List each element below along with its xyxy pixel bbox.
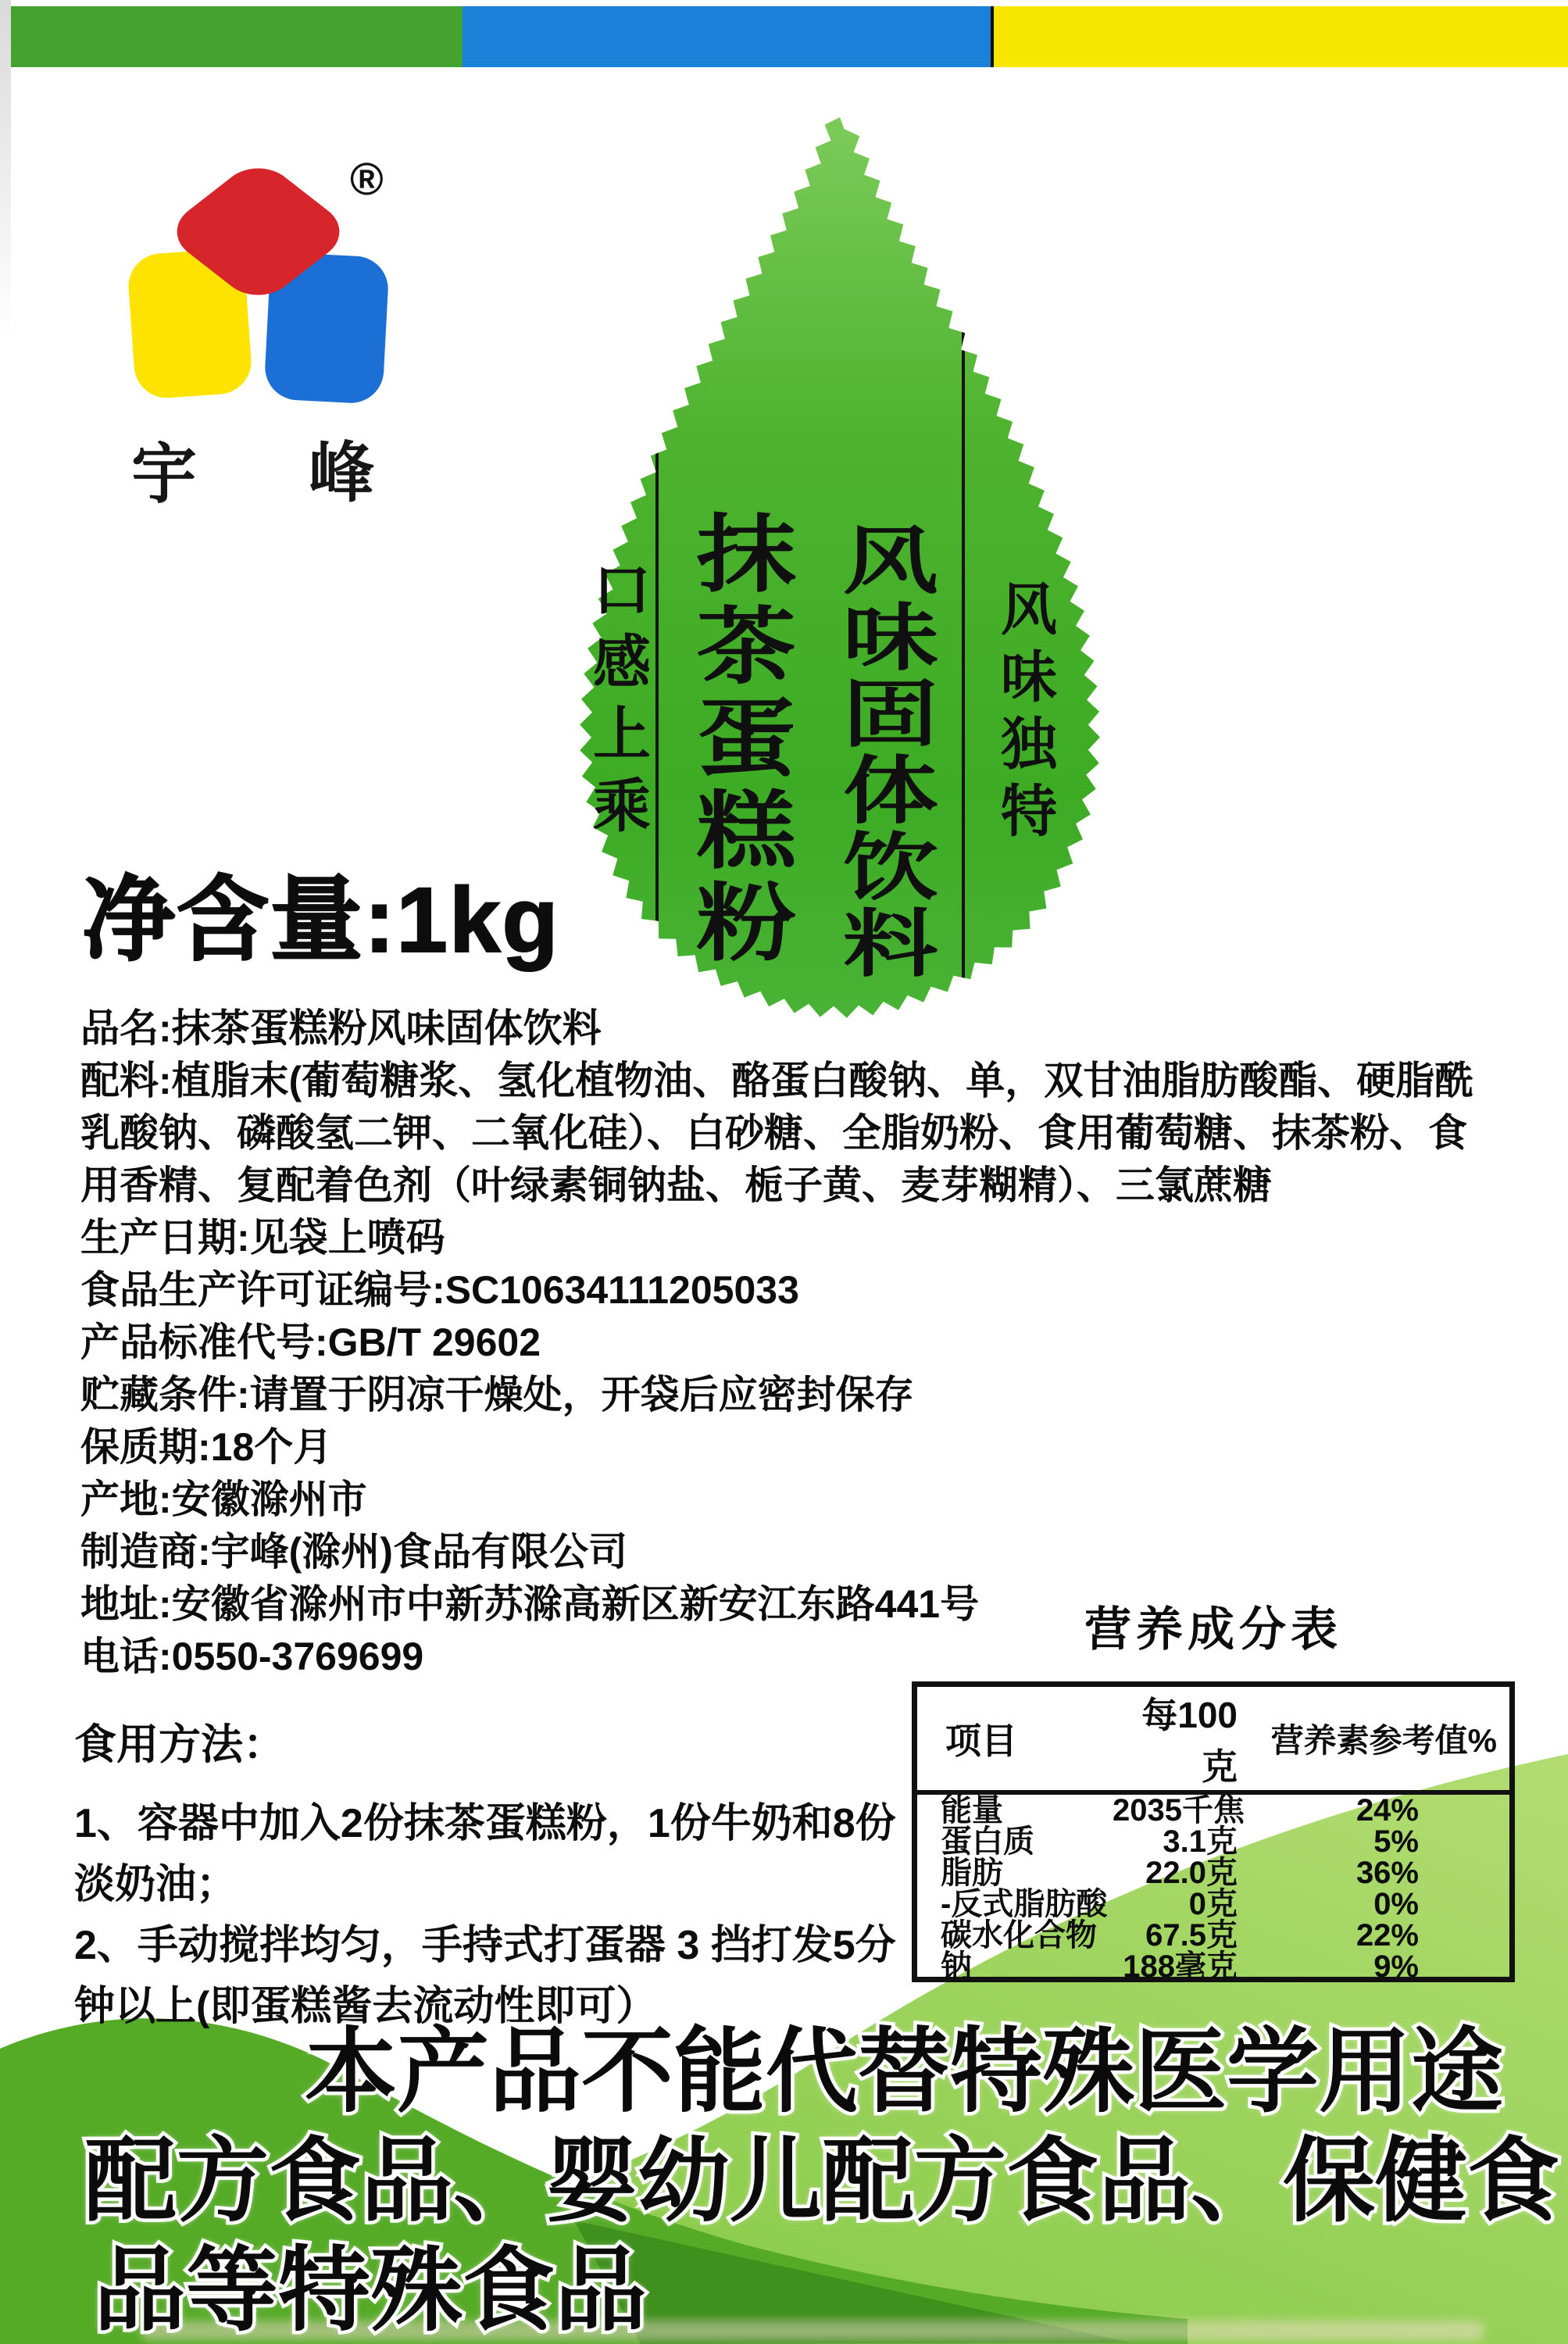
table-row-protein — [917, 1826, 1509, 1857]
table-row-trans-fat — [917, 1888, 1509, 1920]
row-value: 2035千焦 — [1113, 1793, 1245, 1828]
registered-trademark-icon: ® — [350, 154, 384, 205]
row-value: 188毫克 — [1123, 1949, 1238, 1984]
info-line-ingredients-2: 乳酸钠、磷酸氢二钾、二氧化硅）、白砂糖、全脂奶粉、食用葡萄糖、抹茶粉、食 — [80, 1111, 1467, 1155]
row-nrv: 36% — [1355, 1856, 1419, 1890]
usage-step-2b: 钟以上(即蛋糕酱去流动性即可） — [74, 1984, 657, 2029]
info-line-origin: 产地:安徽滁州市 — [80, 1478, 367, 1521]
row-label: -反式脂肪酸 — [941, 1887, 1108, 1921]
product-info-block — [80, 1002, 1549, 1683]
nutrition-table-header — [917, 1687, 1509, 1795]
usage-step-1a: 1、容器中加入2份抹茶蛋糕粉，1份牛奶和8份 — [74, 1801, 896, 1846]
row-label: 能量 — [941, 1793, 1003, 1828]
row-value: 22.0克 — [1145, 1856, 1238, 1890]
nutrition-table-title: 营养成分表 — [1084, 1603, 1342, 1656]
net-weight-label: 净含量:1kg — [83, 869, 560, 972]
leaf-product-name-1: 抹茶蛋糕粉 — [682, 509, 794, 970]
row-value: 67.5克 — [1145, 1918, 1238, 1953]
nutrition-header-nrv: 营养素参考值% — [1270, 1722, 1497, 1759]
nutrition-header-item: 项目 — [945, 1720, 1017, 1761]
usage-instructions — [74, 1711, 918, 2037]
leaf-slogan-left: 口感上乘 — [585, 559, 650, 847]
nutrition-table — [912, 1681, 1515, 1982]
usage-title: 食用方法： — [74, 1721, 285, 1768]
warning-line-3: 品等特殊食品 — [94, 2239, 648, 2342]
row-label: 蛋白质 — [941, 1824, 1034, 1859]
info-line-shelf-life: 保质期:18个月 — [80, 1425, 333, 1469]
row-nrv: 5% — [1373, 1824, 1419, 1859]
table-row-fat — [917, 1857, 1509, 1888]
table-row-energy — [917, 1795, 1509, 1826]
usage-step-2a: 2、手动搅拌均匀，手持式打蛋器 3 挡打发5分 — [74, 1923, 896, 1968]
row-nrv: 0% — [1373, 1887, 1419, 1921]
row-label: 钠 — [941, 1949, 972, 1984]
row-value: 3.1克 — [1163, 1824, 1238, 1859]
table-row-sodium — [917, 1951, 1509, 1982]
row-value: 0克 — [1188, 1887, 1238, 1921]
warning-line-2: 配方食品、婴幼儿配方食品、保健食 — [84, 2130, 1560, 2233]
info-line-address: 地址:安徽省滁州市中新苏滁高新区新安江东路441号 — [80, 1582, 980, 1626]
leaf-slogan-right: 风味独特 — [992, 580, 1055, 849]
info-line-storage: 贮藏条件:请置于阴凉干燥处，开袋后应密封保存 — [80, 1373, 914, 1417]
row-nrv: 22% — [1355, 1918, 1419, 1953]
usage-step-1b: 淡奶油； — [74, 1862, 238, 1907]
row-nrv: 9% — [1373, 1949, 1419, 1984]
row-nrv: 24% — [1355, 1793, 1419, 1828]
info-line-standard-code: 产品标准代号:GB/T 29602 — [80, 1320, 541, 1364]
info-line-product-name: 品名:抹茶蛋糕粉风味固体饮料 — [80, 1006, 602, 1050]
nutrition-table-body — [917, 1793, 1509, 1984]
table-row-carbohydrate — [917, 1920, 1509, 1951]
info-line-phone: 电话:0550-3769699 — [80, 1635, 424, 1678]
row-label: 碳水化合物 — [941, 1918, 1097, 1953]
brand-name-char-feng: 峰 — [309, 436, 375, 509]
info-line-production-date: 生产日期:见袋上喷码 — [80, 1216, 445, 1260]
nutrition-header-per100g: 每100克 — [1141, 1695, 1238, 1787]
warning-line-1: 本产品不能代替特殊医学用途 — [305, 2021, 1504, 2124]
info-line-ingredients-3: 用香精、复配着色剂（叶绿素铜钠盐、栀子黄、麦芽糊精）、三氯蔗糖 — [80, 1163, 1272, 1207]
brand-name-char-yu: 宇 — [131, 438, 198, 511]
leaf-divider-line-right — [962, 328, 965, 1016]
info-line-manufacturer: 制造商:宇峰(滁州)食品有限公司 — [80, 1530, 627, 1574]
leaf-product-name-2: 风味固体饮料 — [829, 522, 936, 981]
row-label: 脂肪 — [941, 1856, 1003, 1890]
info-line-ingredients-1: 配料:植脂末(葡萄糖浆、氢化植物油、酪蛋白酸钠、单，双甘油脂肪酸酯、硬脂酰 — [80, 1059, 1474, 1102]
info-line-license-number: 食品生产许可证编号:SC10634111205033 — [80, 1268, 799, 1312]
